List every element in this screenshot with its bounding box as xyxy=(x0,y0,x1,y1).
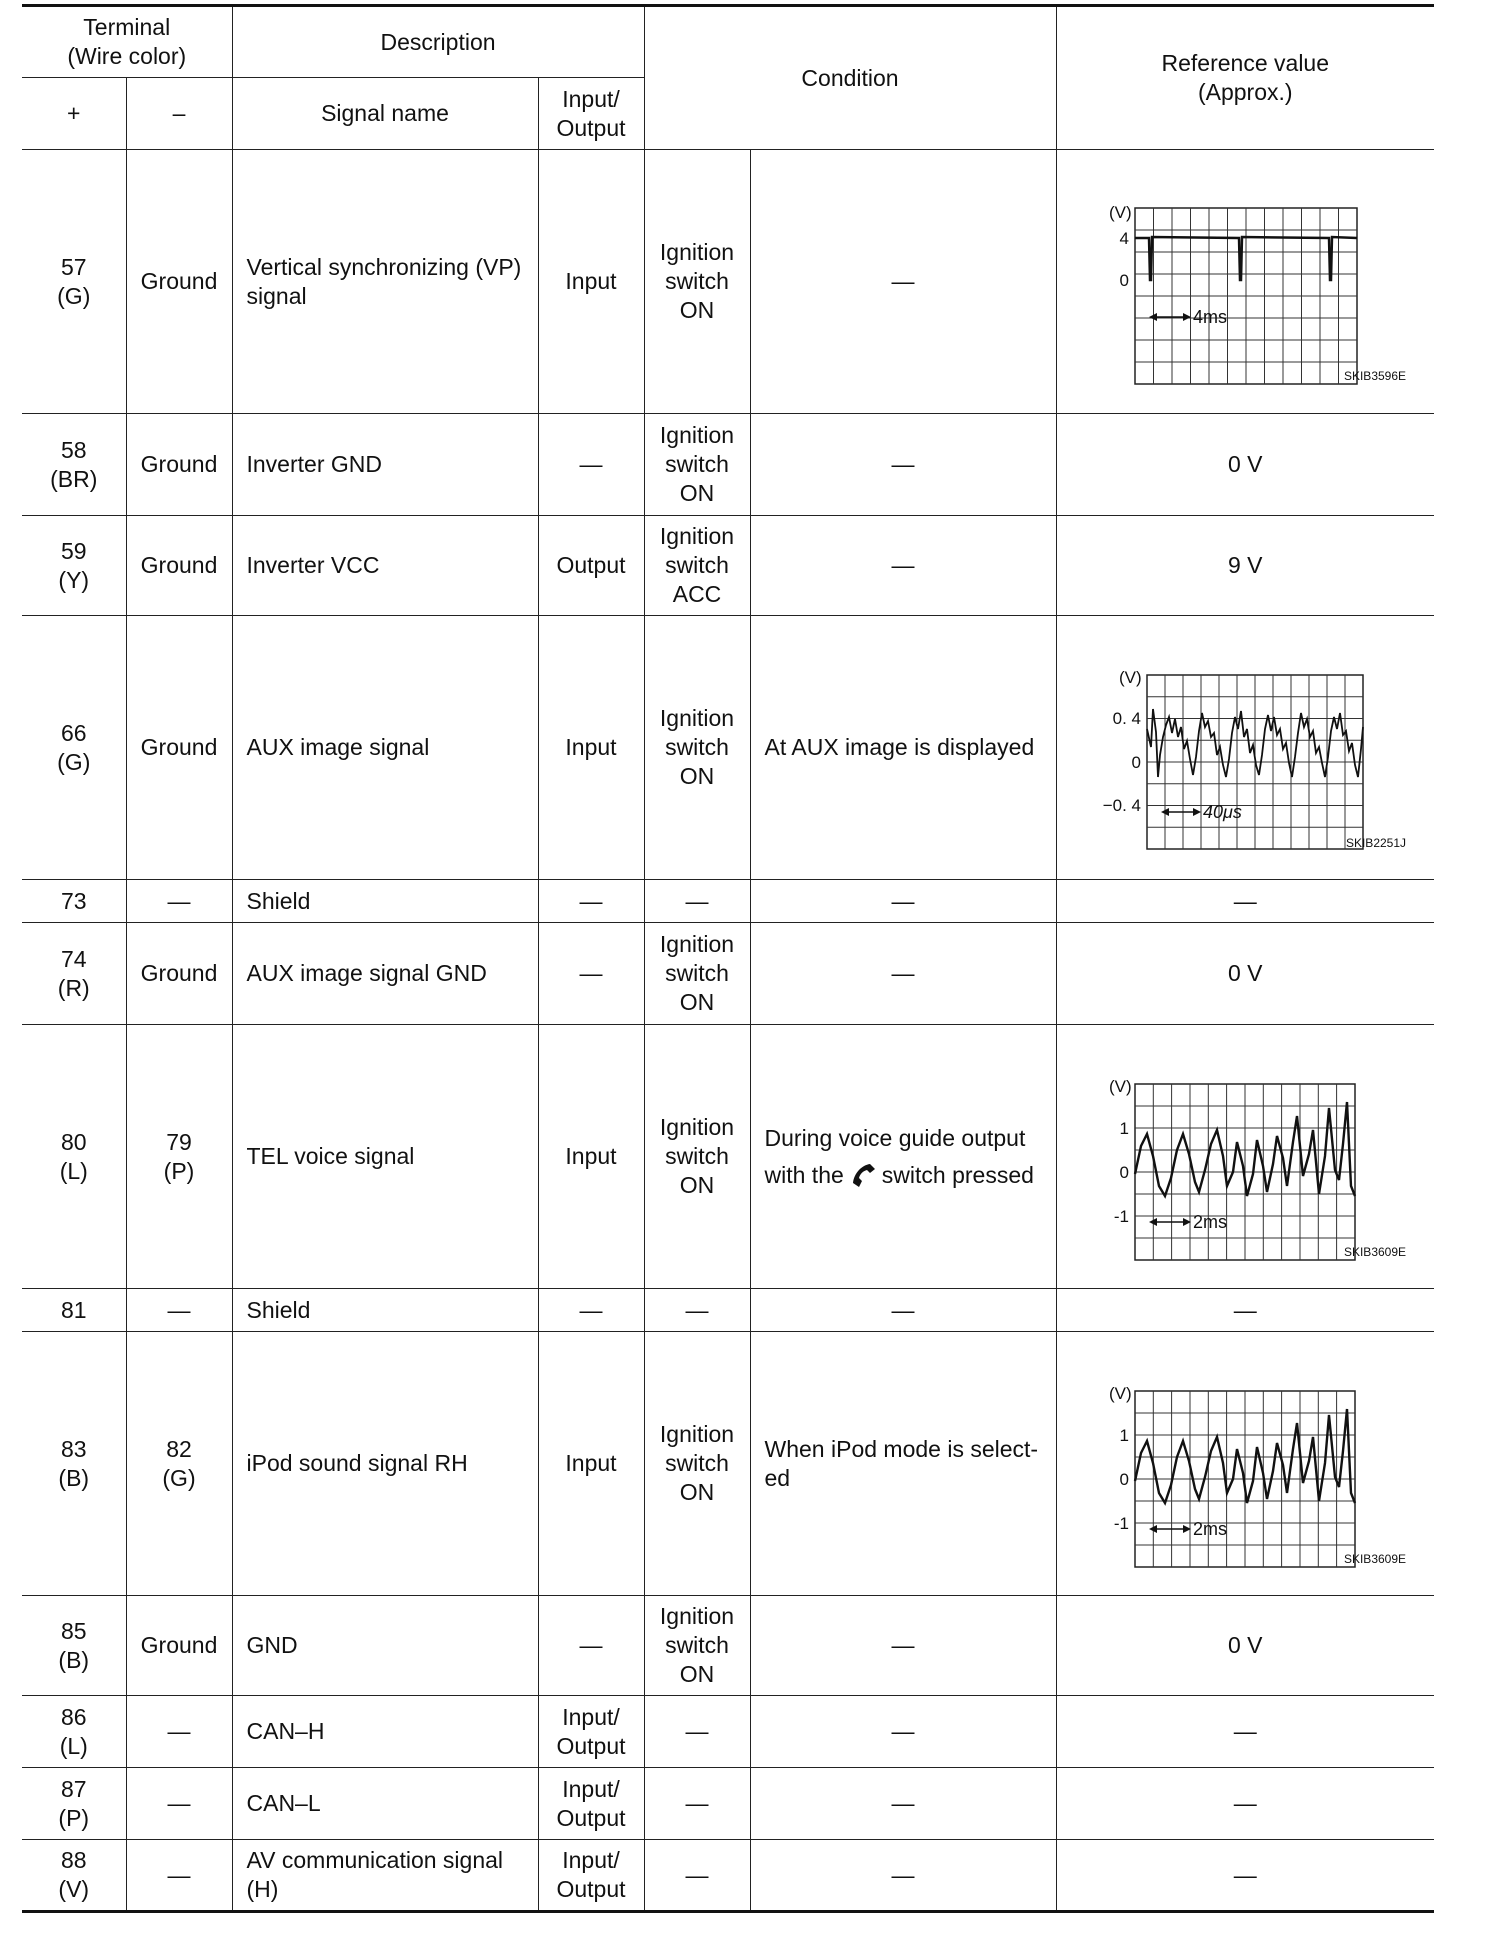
waveform-66-graph xyxy=(1057,637,1433,859)
condition-detail: — xyxy=(750,150,1056,414)
signal-name: AV communication signal (H) xyxy=(232,1840,538,1912)
wave-y-tick: 0. 4 xyxy=(1112,708,1141,728)
condition-switch: Ignition switch ON xyxy=(644,616,750,880)
io-type: Input/ Output xyxy=(538,1696,644,1768)
io-type: Input xyxy=(538,616,644,880)
terminal-minus: 79 (P) xyxy=(126,1025,232,1289)
header-plus-text: + xyxy=(67,100,81,127)
terminal-minus: — xyxy=(126,1289,232,1332)
condition-switch: — xyxy=(644,1696,750,1768)
condition-switch: Ignition switch ON xyxy=(644,414,750,516)
signal-name: Inverter GND xyxy=(232,414,538,516)
terminal-minus: Ground xyxy=(126,1596,232,1696)
terminal-plus: 87 (P) xyxy=(22,1768,126,1840)
terminal-plus: 86 (L) xyxy=(22,1696,126,1768)
header-terminal-text: Terminal (Wire color) xyxy=(67,14,187,69)
condition-switch: Ignition switch ON xyxy=(644,1025,750,1289)
signal-name: AUX image signal xyxy=(232,616,538,880)
table-row xyxy=(22,1768,1434,1840)
wave-time-label: 4ms xyxy=(1192,306,1227,327)
table-row xyxy=(22,1596,1434,1696)
table-row xyxy=(22,1696,1434,1768)
header-io-text: Input/ Output xyxy=(556,85,626,141)
io-type: — xyxy=(538,1289,644,1332)
condition-switch: — xyxy=(644,1289,750,1332)
wave-time-label: 2ms xyxy=(1192,1518,1227,1539)
signal-name: Shield xyxy=(232,1289,538,1332)
condition-detail: When iPod mode is select- ed xyxy=(750,1332,1056,1596)
wave-y-tick: 1 xyxy=(1119,1118,1129,1138)
terminal-minus: — xyxy=(126,1840,232,1912)
io-type: — xyxy=(538,414,644,516)
signal-name: CAN–H xyxy=(232,1696,538,1768)
waveform-80 xyxy=(1057,1046,1435,1268)
wave-y-tick: -1 xyxy=(1113,1513,1129,1533)
io-type: Input xyxy=(538,1332,644,1596)
terminal-minus: Ground xyxy=(126,150,232,414)
signal-name: Shield xyxy=(232,880,538,923)
wave-y-tick: 0 xyxy=(1131,752,1141,772)
wave-y-tick: 0 xyxy=(1119,270,1129,290)
header-signal-name-text: Signal name xyxy=(321,100,449,127)
table-row xyxy=(22,516,1434,616)
table-row xyxy=(22,616,1434,880)
telephone-handset-icon xyxy=(848,1161,878,1191)
table-row xyxy=(22,923,1434,1025)
header-condition-text: Condition xyxy=(801,64,899,91)
wave-y-tick: −0. 4 xyxy=(1102,795,1141,815)
condition-text-b: switch pressed xyxy=(881,1161,1034,1188)
waveform-83 xyxy=(1057,1353,1435,1575)
terminal-spec-table xyxy=(22,4,1434,1913)
terminal-minus: — xyxy=(126,1696,232,1768)
waveform-id: SKIB3609E xyxy=(1343,1244,1407,1259)
terminal-plus: 58 (BR) xyxy=(22,414,126,516)
io-type: Input xyxy=(538,150,644,414)
condition-detail: — xyxy=(750,414,1056,516)
reference-value: — xyxy=(1056,1840,1434,1912)
signal-name: AUX image signal GND xyxy=(232,923,538,1025)
condition-detail: — xyxy=(750,1768,1056,1840)
reference-value: — xyxy=(1056,880,1434,923)
condition-detail: — xyxy=(750,880,1056,923)
header-description xyxy=(232,6,644,78)
terminal-plus: 83 (B) xyxy=(22,1332,126,1596)
condition-detail: — xyxy=(750,923,1056,1025)
header-condition xyxy=(644,6,1056,150)
condition-detail: At AUX image is displayed xyxy=(750,616,1056,880)
table-row xyxy=(22,1840,1434,1912)
reference-waveform xyxy=(1056,616,1434,880)
terminal-plus: 80 (L) xyxy=(22,1025,126,1289)
waveform-66 xyxy=(1057,637,1435,859)
terminal-minus: Ground xyxy=(126,414,232,516)
terminal-plus: 81 xyxy=(22,1289,126,1332)
wave-unit: (V) xyxy=(1118,667,1142,687)
terminal-minus: — xyxy=(126,1768,232,1840)
reference-waveform xyxy=(1056,1025,1434,1289)
signal-name: GND xyxy=(232,1596,538,1696)
condition-detail xyxy=(750,1025,1056,1289)
waveform-57 xyxy=(1057,172,1435,392)
wave-y-tick: 1 xyxy=(1119,1425,1129,1445)
reference-value: — xyxy=(1056,1696,1434,1768)
condition-detail: — xyxy=(750,1840,1056,1912)
condition-text-a: with the xyxy=(764,1161,844,1188)
table-row xyxy=(22,414,1434,516)
table-row xyxy=(22,1289,1434,1332)
reference-value: 9 V xyxy=(1056,516,1434,616)
reference-waveform xyxy=(1056,150,1434,414)
condition-detail: — xyxy=(750,1289,1056,1332)
terminal-plus: 85 (B) xyxy=(22,1596,126,1696)
header-plus xyxy=(22,78,126,150)
terminal-minus: — xyxy=(126,880,232,923)
condition-line-2 xyxy=(765,1157,1050,1194)
io-type: Input xyxy=(538,1025,644,1289)
waveform-57-graph xyxy=(1057,172,1433,392)
wave-unit: (V) xyxy=(1108,1076,1132,1096)
condition-switch: — xyxy=(644,1768,750,1840)
io-type: — xyxy=(538,923,644,1025)
signal-name: CAN–L xyxy=(232,1768,538,1840)
terminal-plus: 66 (G) xyxy=(22,616,126,880)
condition-detail: — xyxy=(750,1596,1056,1696)
wave-unit: (V) xyxy=(1108,1383,1132,1403)
header-minus xyxy=(126,78,232,150)
header-minus-text: – xyxy=(172,100,186,127)
waveform-id: SKIB3596E xyxy=(1343,368,1407,383)
io-type: Input/ Output xyxy=(538,1840,644,1912)
table-row xyxy=(22,1025,1434,1289)
table-row xyxy=(22,880,1434,923)
reference-value: 0 V xyxy=(1056,923,1434,1025)
header-reference-text: Reference value (Approx.) xyxy=(1161,50,1330,105)
signal-name: TEL voice signal xyxy=(232,1025,538,1289)
condition-switch: Ignition switch ON xyxy=(644,923,750,1025)
condition-switch: Ignition switch ACC xyxy=(644,516,750,616)
header-signal-name xyxy=(232,78,538,150)
reference-value: 0 V xyxy=(1056,414,1434,516)
header-terminal xyxy=(22,6,232,78)
wave-y-tick: -1 xyxy=(1113,1206,1129,1226)
signal-name: Inverter VCC xyxy=(232,516,538,616)
condition-switch: — xyxy=(644,880,750,923)
condition-switch: Ignition switch ON xyxy=(644,1332,750,1596)
condition-switch: Ignition switch ON xyxy=(644,1596,750,1696)
table-row xyxy=(22,1332,1434,1596)
terminal-plus: 73 xyxy=(22,880,126,923)
io-type: Input/ Output xyxy=(538,1768,644,1840)
header-row-1 xyxy=(22,6,1434,78)
terminal-plus: 74 (R) xyxy=(22,923,126,1025)
reference-value: 0 V xyxy=(1056,1596,1434,1696)
header-io xyxy=(538,78,644,150)
terminal-minus: Ground xyxy=(126,923,232,1025)
terminal-minus: Ground xyxy=(126,616,232,880)
header-description-text: Description xyxy=(380,28,496,55)
io-type: Output xyxy=(538,516,644,616)
wave-unit: (V) xyxy=(1108,202,1132,222)
condition-detail: — xyxy=(750,1696,1056,1768)
condition-detail: — xyxy=(750,516,1056,616)
signal-name: iPod sound signal RH xyxy=(232,1332,538,1596)
io-type: — xyxy=(538,1596,644,1696)
waveform-83-graph xyxy=(1057,1353,1433,1575)
wave-time-label: 40μs xyxy=(1202,801,1242,822)
terminal-plus: 59 (Y) xyxy=(22,516,126,616)
condition-switch: — xyxy=(644,1840,750,1912)
waveform-80-graph xyxy=(1057,1046,1433,1268)
reference-value: — xyxy=(1056,1289,1434,1332)
wave-y-tick: 0 xyxy=(1119,1162,1129,1182)
condition-switch: Ignition switch ON xyxy=(644,150,750,414)
terminal-plus: 88 (V) xyxy=(22,1840,126,1912)
wave-y-tick: 4 xyxy=(1119,228,1129,248)
wave-time-label: 2ms xyxy=(1192,1211,1227,1232)
signal-name: Vertical synchronizing (VP) signal xyxy=(232,150,538,414)
condition-line-1: During voice guide output xyxy=(764,1124,1026,1151)
wave-y-tick: 0 xyxy=(1119,1469,1129,1489)
reference-value: — xyxy=(1056,1768,1434,1840)
terminal-plus: 57 (G) xyxy=(22,150,126,414)
table-row xyxy=(22,150,1434,414)
waveform-id: SKIB2251J xyxy=(1345,835,1407,850)
header-reference xyxy=(1056,6,1434,150)
terminal-minus: Ground xyxy=(126,516,232,616)
io-type: — xyxy=(538,880,644,923)
waveform-id: SKIB3609E xyxy=(1343,1551,1407,1566)
reference-waveform xyxy=(1056,1332,1434,1596)
terminal-minus: 82 (G) xyxy=(126,1332,232,1596)
